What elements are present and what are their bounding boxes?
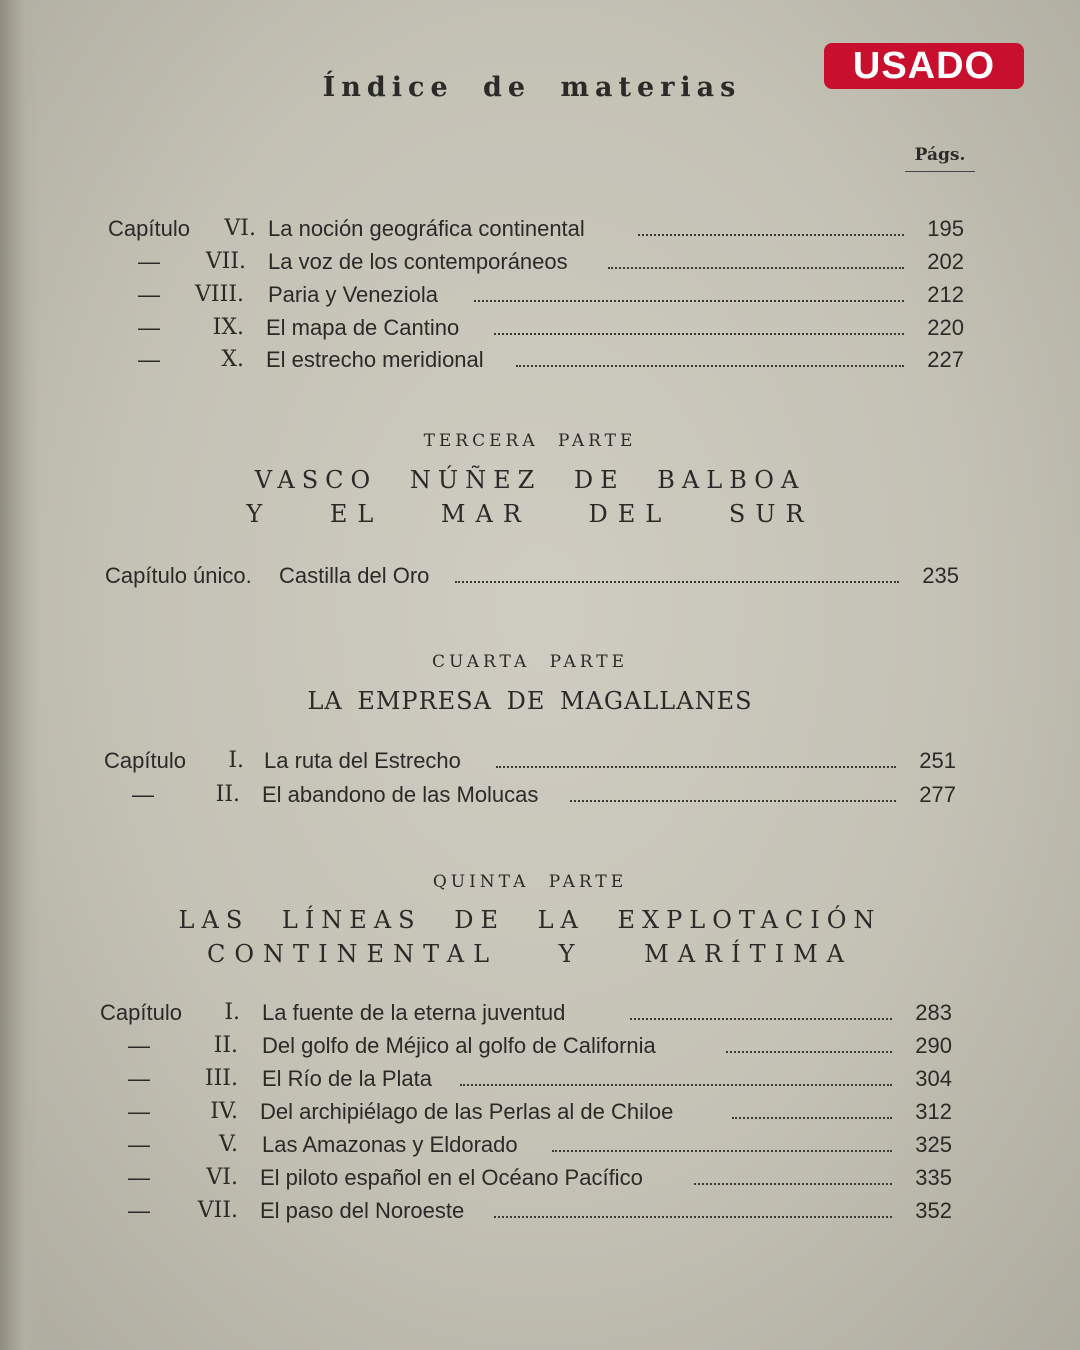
toc-leader	[552, 1130, 892, 1152]
toc-title: La voz de los contemporáneos	[268, 249, 568, 274]
toc-roman: I.	[224, 1000, 240, 1025]
toc-roman: II.	[215, 782, 240, 807]
toc-page: 251	[919, 748, 956, 773]
toc-label: —	[138, 249, 160, 274]
toc-page: 212	[927, 282, 964, 307]
toc-row	[100, 998, 960, 1028]
toc-row	[104, 780, 964, 810]
toc-page: 202	[927, 249, 964, 274]
toc-row	[108, 345, 968, 375]
toc-label: —	[128, 1132, 150, 1157]
toc-leader	[516, 345, 904, 367]
toc-page: 335	[915, 1165, 952, 1190]
toc-title: Del golfo de Méjico al golfo de California	[262, 1033, 656, 1058]
toc-row	[108, 280, 968, 310]
toc-roman: IX.	[212, 315, 244, 340]
toc-row	[100, 1163, 960, 1193]
toc-roman: VIII.	[195, 282, 244, 307]
toc-page: 304	[915, 1066, 952, 1091]
toc-page: 283	[915, 1000, 952, 1025]
toc-leader	[608, 247, 904, 269]
toc-page: 325	[915, 1132, 952, 1157]
toc-title: La noción geográfica continental	[268, 216, 585, 241]
toc-label: —	[128, 1165, 150, 1190]
part-label: TERCERA PARTE	[423, 431, 637, 451]
toc-title: El piloto español en el Océano Pacífico	[260, 1165, 643, 1190]
toc-label: Capítulo único.	[105, 563, 252, 588]
toc-row	[104, 746, 964, 776]
toc-leader	[460, 1064, 892, 1086]
toc-page: 312	[915, 1099, 952, 1124]
toc-leader	[726, 1031, 892, 1053]
toc-leader	[630, 998, 892, 1020]
toc-label: —	[138, 347, 160, 372]
toc-label: —	[128, 1066, 150, 1091]
toc-leader	[494, 1196, 892, 1218]
toc-roman: VII.	[197, 1198, 238, 1223]
toc-roman: VI.	[224, 216, 256, 241]
toc-row	[100, 1130, 960, 1160]
toc-title: El Río de la Plata	[262, 1066, 432, 1091]
toc-row	[100, 1196, 960, 1226]
toc-roman: I.	[228, 748, 244, 773]
toc-roman: II.	[213, 1033, 238, 1058]
toc-title: La fuente de la eterna juventud	[262, 1000, 566, 1025]
toc-row	[108, 214, 968, 244]
toc-row	[100, 1097, 960, 1127]
toc-page: 352	[915, 1198, 952, 1223]
pages-column-header: Págs.	[905, 145, 975, 172]
toc-page: 235	[922, 563, 959, 588]
toc-roman: VII.	[205, 249, 246, 274]
part-title: VASCO NÚÑEZ DE BALBOA	[254, 466, 806, 494]
toc-page: 220	[927, 315, 964, 340]
toc-roman: X.	[221, 347, 244, 372]
toc-roman: III.	[204, 1066, 238, 1091]
toc-leader	[474, 280, 904, 302]
toc-row	[108, 313, 968, 343]
toc-title: El estrecho meridional	[266, 347, 484, 372]
toc-leader	[638, 214, 904, 236]
part-title: LA EMPRESA DE MAGALLANES	[307, 687, 753, 715]
toc-label: Capítulo	[108, 216, 190, 241]
toc-label: —	[138, 315, 160, 340]
toc-page: 195	[927, 216, 964, 241]
part-title: CONTINENTAL Y MARÍTIMA	[207, 940, 853, 968]
toc-roman: IV.	[210, 1099, 238, 1124]
index-title: Índice de materias	[322, 72, 742, 103]
toc-label: Capítulo	[104, 748, 186, 773]
toc-title: El mapa de Cantino	[266, 315, 460, 340]
toc-title: Paria y Veneziola	[268, 282, 438, 307]
toc-label: —	[128, 1033, 150, 1058]
toc-row	[108, 247, 968, 277]
toc-label: —	[128, 1099, 150, 1124]
toc-leader	[455, 561, 899, 583]
toc-label: —	[138, 282, 160, 307]
part-label: QUINTA PARTE	[432, 872, 628, 892]
part-title: LAS LÍNEAS DE LA EXPLOTACIÓN	[178, 906, 882, 934]
part-label: CUARTA PARTE	[431, 652, 629, 672]
toc-label: Capítulo	[100, 1000, 182, 1025]
toc-title: El abandono de las Molucas	[262, 782, 539, 807]
toc-roman: VI.	[206, 1165, 238, 1190]
toc-leader	[732, 1097, 892, 1119]
toc-page: 290	[915, 1033, 952, 1058]
toc-leader	[496, 746, 896, 768]
toc-row	[100, 1064, 960, 1094]
toc-leader	[570, 780, 896, 802]
toc-title: El paso del Noroeste	[260, 1198, 465, 1223]
used-badge: USADO	[824, 43, 1024, 89]
toc-label: —	[132, 782, 154, 807]
toc-roman: V.	[218, 1132, 238, 1157]
toc-title: La ruta del Estrecho	[264, 748, 461, 773]
toc-row	[105, 561, 965, 591]
toc-title: Las Amazonas y Eldorado	[262, 1132, 518, 1157]
part-title: Y EL MAR DEL SUR	[246, 500, 814, 528]
toc-title: Del archipiélago de las Perlas al de Chiloe	[260, 1099, 674, 1124]
toc-leader	[694, 1163, 892, 1185]
toc-page: 227	[927, 347, 964, 372]
toc-label: —	[128, 1198, 150, 1223]
toc-row	[100, 1031, 960, 1061]
toc-title: Castilla del Oro	[279, 563, 430, 588]
toc-leader	[494, 313, 904, 335]
toc-page: 277	[919, 782, 956, 807]
